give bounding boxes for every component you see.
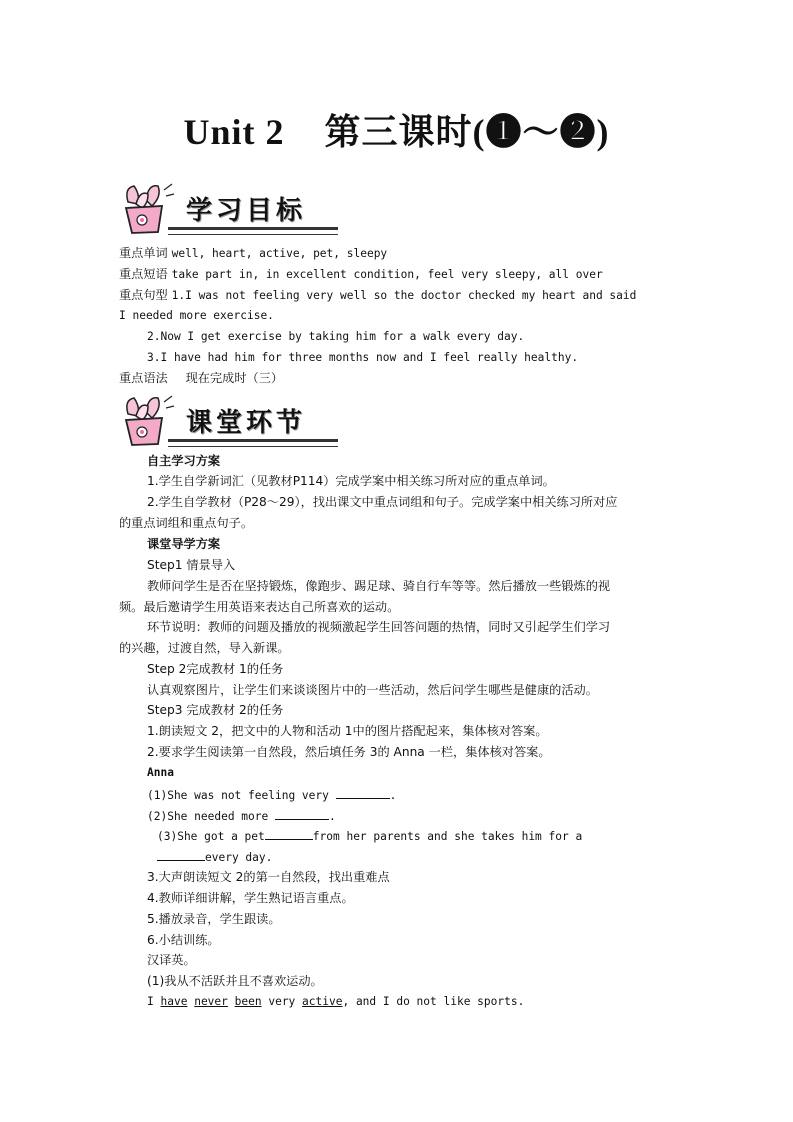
answer-rest: , and I do not like sports. xyxy=(342,995,525,1008)
question-1-end: . xyxy=(389,789,397,802)
banner-rule-thin xyxy=(168,446,338,447)
classroom-banner xyxy=(118,392,340,448)
question-2-text: (2)She needed more xyxy=(147,810,275,823)
question-1-text: (1)She was not feeling very xyxy=(147,789,329,802)
answer-word: I xyxy=(147,995,154,1008)
self-study-2a: 2.学生自学教材（P28～29），找出课文中重点词组和句子。完成学案中相关练习所对应 xyxy=(147,495,618,509)
key-words-line xyxy=(119,245,387,262)
step1-text-a: 教师问学生是否在坚持锻炼，像跑步、踢足球、骑自行车等等。然后播放一些锻炼的视 xyxy=(147,579,611,593)
key-words-text: well, heart, active, pet, sleepy xyxy=(171,247,388,260)
title-unit: Unit 2 xyxy=(183,112,285,152)
key-grammar-text: 现在完成时（三） xyxy=(185,371,284,385)
key-sentence-1b: I needed more exercise. xyxy=(119,309,274,322)
question-2-end: . xyxy=(328,810,336,823)
guide-heading: 课堂导学方案 xyxy=(147,537,221,551)
answer-underlined-word: active xyxy=(302,995,343,1008)
step2-label: Step 2完成教材 1的任务 xyxy=(147,662,284,676)
step2-text: 认真观察图片，让学生们来谈谈图片中的一些活动，然后问学生哪些是健康的活动。 xyxy=(147,683,598,697)
answer-underlined-word: been xyxy=(234,995,262,1008)
key-words-label: 重点单词 xyxy=(119,246,168,260)
key-sentences-line xyxy=(119,287,636,304)
key-phrases-label: 重点短语 xyxy=(119,267,168,281)
key-grammar-label: 重点语法 xyxy=(119,371,168,385)
step3-item-2: 2.要求学生阅读第一自然段，然后填任务 3的 Anna 一栏，集体核对答案。 xyxy=(147,745,551,759)
answer-word: very xyxy=(268,995,296,1008)
key-grammar-line xyxy=(119,370,283,386)
step3-item-6: 6.小结训练。 xyxy=(147,933,220,947)
banner-rule-thin xyxy=(168,234,338,235)
answer-blank[interactable] xyxy=(336,786,390,799)
key-phrases-line xyxy=(119,266,603,283)
answer-blank[interactable] xyxy=(275,807,329,820)
key-phrases-text: take part in, in excellent condition, feel very sleepy, all over xyxy=(171,268,603,281)
step1-label: Step1 情景导入 xyxy=(147,558,236,572)
self-study-2b: 的重点词组和重点句子。 xyxy=(119,516,254,530)
anna-label: Anna xyxy=(147,766,174,779)
translate-label: 汉译英。 xyxy=(147,953,196,967)
step3-item-3: 3.大声朗读短文 2的第一自然段，找出重难点 xyxy=(147,870,390,884)
step3-label: Step3 完成教材 2的任务 xyxy=(147,703,284,717)
question-3c-text: every day. xyxy=(205,851,273,864)
banner-rule xyxy=(168,439,338,442)
question-3b xyxy=(157,848,272,866)
key-sentences-label: 重点句型 xyxy=(119,288,168,302)
answer-underlined-word: never xyxy=(194,995,228,1008)
key-sentence-2: 2.Now I get exercise by taking him for a walk every day. xyxy=(147,330,525,343)
question-3a-text: (3)She got a pet xyxy=(157,830,265,843)
translate-1: (1)我从不活跃并且不喜欢运动。 xyxy=(147,974,323,988)
question-3a xyxy=(157,827,582,845)
key-sentence-3: 3.I have had him for three months now and I feel really healthy. xyxy=(147,351,579,364)
step1-text-b: 频。最后邀请学生用英语来表达自己所喜欢的运动。 xyxy=(119,600,400,614)
question-2 xyxy=(147,807,336,825)
step3-item-4: 4.教师详细讲解，学生熟记语言重点。 xyxy=(147,891,354,905)
step3-item-5: 5.播放录音，学生跟读。 xyxy=(147,912,281,926)
classroom-banner-text: 课堂环节 xyxy=(186,408,307,438)
answer-blank[interactable] xyxy=(157,848,205,861)
note-text-a: 环节说明：教师的问题及播放的视频激起学生回答问题的热情，同时又引起学生们学习 xyxy=(147,620,611,634)
note-text-b: 的兴趣，过渡自然，导入新课。 xyxy=(119,641,290,655)
step3-item-1: 1.朗读短文 2，把文中的人物和活动 1中的图片搭配起来，集体核对答案。 xyxy=(147,724,548,738)
objectives-banner xyxy=(118,180,340,236)
question-3b-text: from her parents and she takes him for a xyxy=(312,830,583,843)
objectives-banner-text: 学习目标 xyxy=(186,196,307,226)
key-sentence-1a: 1.I was not feeling very well so the doctor checked my heart and said xyxy=(171,289,637,302)
page-title xyxy=(0,104,793,155)
question-1 xyxy=(147,786,396,804)
banner-rule xyxy=(168,227,338,230)
self-study-heading: 自主学习方案 xyxy=(147,454,221,468)
answer-blank[interactable] xyxy=(265,827,313,840)
answer-underlined-word: have xyxy=(160,995,188,1008)
translate-1-answer xyxy=(147,994,524,1010)
title-lesson: 第三课时(❶～❷) xyxy=(324,112,610,152)
self-study-1: 1.学生自学新词汇（见教材P114）完成学案中相关练习所对应的重点单词。 xyxy=(147,474,555,488)
